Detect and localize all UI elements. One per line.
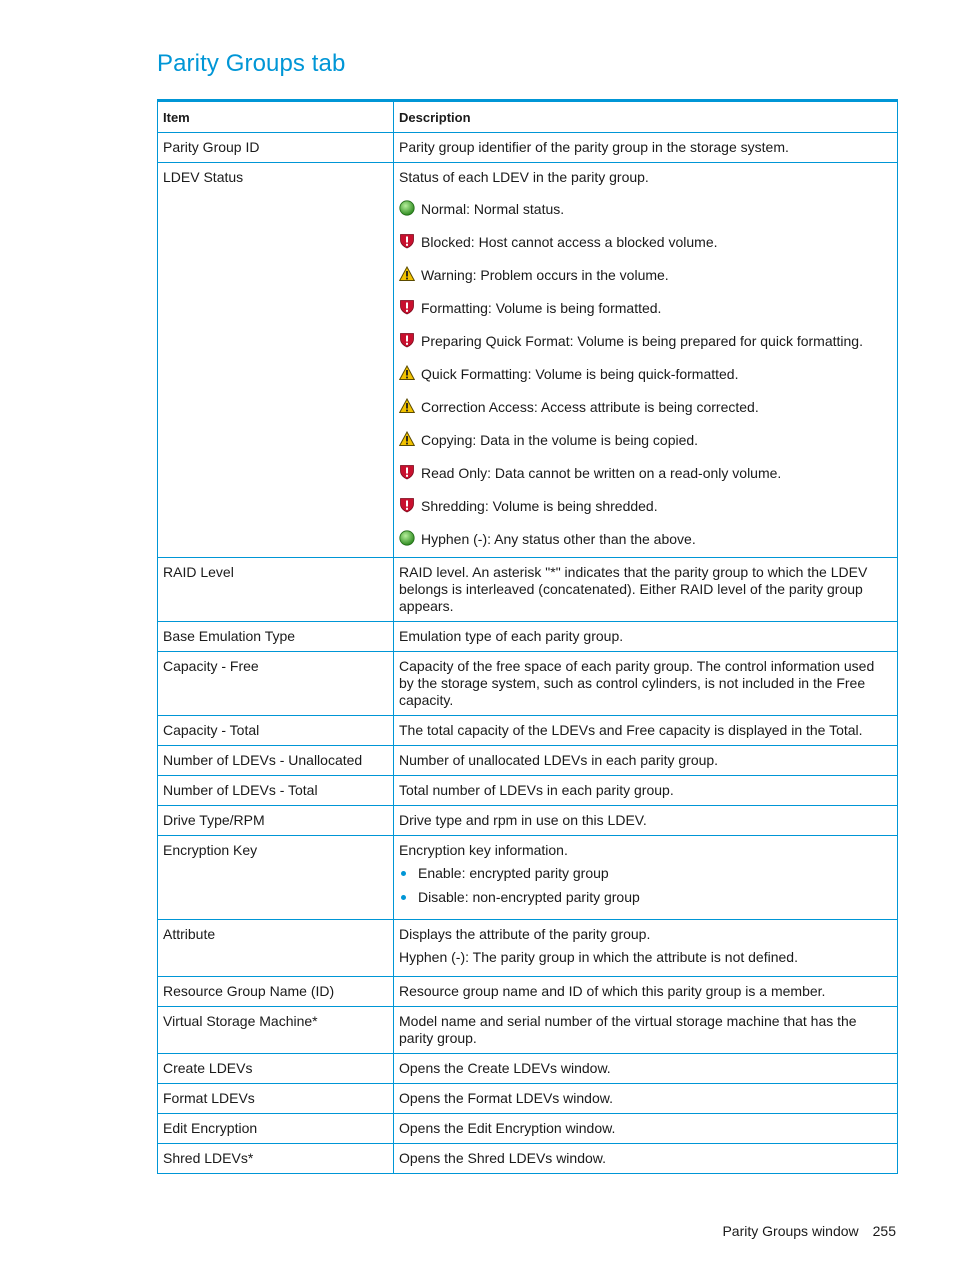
encryption-option-text: Disable: non-encrypted parity group [418, 889, 640, 905]
row-item: Encryption Key [158, 836, 394, 920]
ldev-status-text: Quick Formatting: Volume is being quick-formatted. [421, 366, 739, 382]
parity-groups-table [157, 99, 898, 1174]
row-description: Parity group identifier of the parity group in the storage system. [394, 133, 898, 163]
table-row [158, 716, 898, 746]
list-item [399, 865, 892, 882]
warning-triangle-icon [399, 431, 415, 447]
ldev-status-item [399, 299, 892, 318]
table-row [158, 1084, 898, 1114]
row-description: Total number of LDEVs in each parity group. [394, 776, 898, 806]
warning-triangle-icon [399, 398, 415, 414]
row-description: The total capacity of the LDEVs and Free capacity is displayed in the Total. [394, 716, 898, 746]
row-item: Format LDEVs [158, 1084, 394, 1114]
attribute-description: Displays the attribute of the parity group. [399, 926, 651, 942]
table-row [158, 776, 898, 806]
red-shield-icon [399, 464, 415, 480]
row-description: Capacity of the free space of each parity group. The control information used by the storage system, such as control cylinders, is not included in the Free capacity. [394, 652, 898, 716]
parity-groups-table-wrapper [157, 99, 897, 1174]
ldev-status-text: Hyphen (-): Any status other than the above. [421, 531, 696, 547]
table-row [158, 1144, 898, 1174]
ldev-status-text: Correction Access: Access attribute is being corrected. [421, 399, 759, 415]
row-item: Number of LDEVs - Total [158, 776, 394, 806]
page-title: Parity Groups tab [157, 50, 346, 77]
header-item: Item [158, 101, 394, 133]
ldev-status-list [399, 169, 892, 551]
row-description: Resource group name and ID of which this parity group is a member. [394, 977, 898, 1007]
red-shield-icon [399, 497, 415, 513]
ldev-status-item [399, 497, 892, 516]
row-item: LDEV Status [158, 163, 394, 558]
row-description: Opens the Shred LDEVs window. [394, 1144, 898, 1174]
table-row [158, 806, 898, 836]
table-row [158, 652, 898, 716]
row-item: Parity Group ID [158, 133, 394, 163]
green-circle-icon [399, 530, 415, 546]
row-description: Number of unallocated LDEVs in each parity group. [394, 746, 898, 776]
ldev-status-text: Warning: Problem occurs in the volume. [421, 267, 669, 283]
row-item: Create LDEVs [158, 1054, 394, 1084]
ldev-status-text: Blocked: Host cannot access a blocked volume. [421, 234, 718, 250]
row-description: Emulation type of each parity group. [394, 622, 898, 652]
row-description [394, 163, 898, 558]
ldev-status-text: Preparing Quick Format: Volume is being prepared for quick formatting. [421, 333, 863, 349]
table-row [158, 977, 898, 1007]
red-shield-icon [399, 233, 415, 249]
row-description: Opens the Create LDEVs window. [394, 1054, 898, 1084]
row-item: Drive Type/RPM [158, 806, 394, 836]
table-header-row [158, 101, 898, 133]
ldev-status-item [399, 266, 892, 285]
encryption-option-text: Enable: encrypted parity group [418, 865, 609, 881]
encryption-intro: Encryption key information. [399, 842, 568, 858]
row-item: Edit Encryption [158, 1114, 394, 1144]
ldev-status-item [399, 398, 892, 417]
row-item: Number of LDEVs - Unallocated [158, 746, 394, 776]
table-row [158, 1114, 898, 1144]
row-item: Base Emulation Type [158, 622, 394, 652]
attribute-note: Hyphen (-): The parity group in which the attribute is not defined. [399, 949, 798, 965]
bullet-icon [401, 871, 406, 876]
table-row [158, 558, 898, 622]
row-item: Resource Group Name (ID) [158, 977, 394, 1007]
table-row [158, 836, 898, 920]
warning-triangle-icon [399, 365, 415, 381]
red-shield-icon [399, 332, 415, 348]
ldev-status-item [399, 332, 892, 351]
table-row [158, 920, 898, 977]
row-item: Capacity - Free [158, 652, 394, 716]
ldev-status-text: Read Only: Data cannot be written on a read-only volume. [421, 465, 782, 481]
table-row [158, 133, 898, 163]
green-circle-icon [399, 200, 415, 216]
row-description: Opens the Edit Encryption window. [394, 1114, 898, 1144]
ldev-status-item [399, 365, 892, 384]
page-footer [722, 1223, 896, 1239]
header-description: Description [394, 101, 898, 133]
red-shield-icon [399, 299, 415, 315]
table-row [158, 1054, 898, 1084]
ldev-status-intro: Status of each LDEV in the parity group. [399, 169, 649, 185]
table-row [158, 1007, 898, 1054]
ldev-status-item [399, 233, 892, 252]
ldev-status-item [399, 530, 892, 549]
row-description: Drive type and rpm in use on this LDEV. [394, 806, 898, 836]
bullet-icon [401, 895, 406, 900]
row-item: Virtual Storage Machine* [158, 1007, 394, 1054]
footer-section-title: Parity Groups window [722, 1223, 859, 1239]
row-item: RAID Level [158, 558, 394, 622]
row-description: Opens the Format LDEVs window. [394, 1084, 898, 1114]
ldev-status-text: Shredding: Volume is being shredded. [421, 498, 658, 514]
row-item: Shred LDEVs* [158, 1144, 394, 1174]
ldev-status-text: Copying: Data in the volume is being copied. [421, 432, 699, 448]
row-description [394, 836, 898, 920]
row-item: Attribute [158, 920, 394, 977]
list-item [399, 889, 892, 906]
row-description: Model name and serial number of the virtual storage machine that has the parity group. [394, 1007, 898, 1054]
ldev-status-item [399, 464, 892, 483]
ldev-status-text: Formatting: Volume is being formatted. [421, 300, 662, 316]
table-row [158, 746, 898, 776]
encryption-options-list [399, 865, 892, 906]
row-item: Capacity - Total [158, 716, 394, 746]
warning-triangle-icon [399, 266, 415, 282]
row-description [394, 920, 898, 977]
ldev-status-text: Normal: Normal status. [421, 201, 565, 217]
ldev-status-item [399, 431, 892, 450]
table-row [158, 622, 898, 652]
row-description: RAID level. An asterisk "*" indicates that the parity group to which the LDEV belongs is interleaved (concatenated). Either RAID level of the parity group appears. [394, 558, 898, 622]
ldev-status-item [399, 200, 892, 219]
table-row [158, 163, 898, 558]
page-number: 255 [872, 1223, 896, 1239]
